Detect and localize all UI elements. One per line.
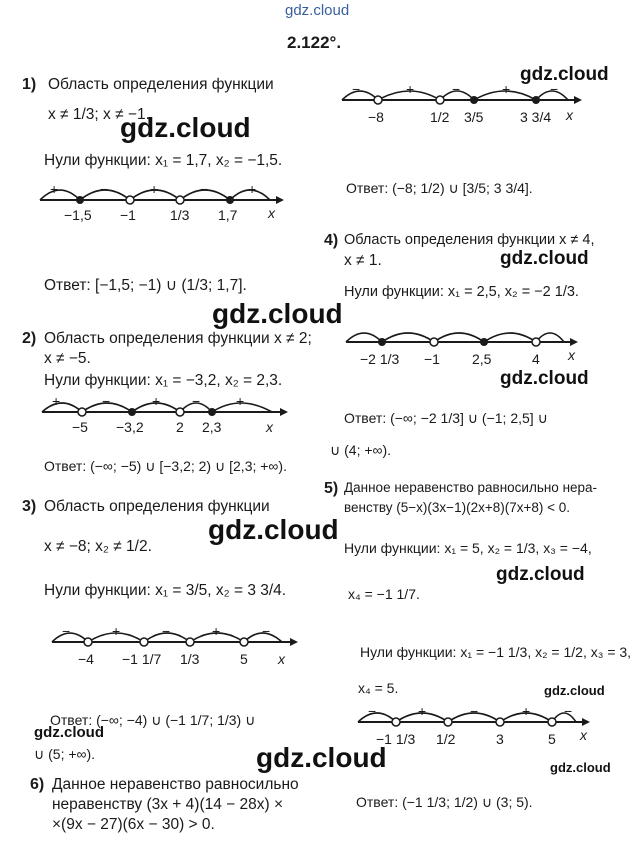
r1-sign-4: +	[502, 81, 511, 97]
p2-sign-4: −	[192, 393, 201, 409]
r1-tick-4: 3 3/4	[520, 109, 552, 125]
p1-answer: Ответ: [−1,5; −1) ∪ (1/3; 1,7].	[44, 277, 247, 294]
p5-line4: x₄ = −1 1/7.	[348, 586, 420, 602]
p1-line3: Нули функции: x₁ = 1,7, x₂ = −1,5.	[44, 152, 283, 169]
p2-tick-2: −3,2	[116, 419, 144, 435]
p2-x-label: x	[266, 419, 273, 435]
p2-number-line	[40, 388, 300, 448]
p2-tick-3: 2	[176, 419, 184, 435]
p1-number: 1)	[22, 76, 37, 93]
p5-sign-2: +	[418, 703, 427, 719]
p3-answer-line1: Ответ: (−∞; −4) ∪ (−1 1/7; 1/3) ∪	[50, 712, 256, 728]
p1-sign-4: −	[200, 181, 209, 197]
p5-tick-4: 5	[548, 731, 556, 747]
p2-line3: Нули функции: x₁ = −3,2, x₂ = 2,3.	[44, 372, 283, 389]
p2-tick-4: 2,3	[202, 419, 222, 435]
p3-sign-3: −	[162, 623, 171, 639]
r1-sign-1: −	[352, 81, 361, 97]
p3-sign-5: −	[262, 623, 271, 639]
p1-x-label: x	[268, 205, 275, 221]
r1-x-label: x	[566, 107, 573, 123]
p1-sign-3: +	[150, 181, 159, 197]
p3-sign-4: +	[212, 623, 221, 639]
p4-number: 4)	[324, 232, 339, 249]
p5-answer: Ответ: (−1 1/3; 1/2) ∪ (3; 5).	[356, 794, 533, 810]
watermark-2: gdz.cloud	[212, 298, 343, 329]
p1-tick-2: −1	[120, 207, 136, 223]
p2-sign-1: +	[52, 393, 61, 409]
p2-line2: x ≠ −5.	[44, 350, 91, 367]
p2-sign-5: +	[236, 393, 245, 409]
r1-tick-3: 3/5	[464, 109, 484, 125]
watermark-4: gdz.cloud	[256, 742, 387, 773]
p3-line3: Нули функции: x₁ = 3/5, x₂ = 3 3/4.	[44, 582, 287, 599]
r1-number-line	[340, 78, 590, 168]
r1-tick-1: −8	[368, 109, 384, 125]
p2-sign-2: −	[102, 393, 111, 409]
watermark-7: gdz.cloud	[500, 368, 589, 389]
r1-sign-2: +	[406, 81, 415, 97]
p5-line3: Нули функции: x₁ = 5, x₂ = 1/3, x₃ = −4,	[344, 540, 592, 556]
p4-tick-2: −1	[424, 351, 440, 367]
p4-tick-1: −2 1/3	[360, 351, 400, 367]
p1-tick-3: 1/3	[170, 207, 190, 223]
p5-tick-2: 1/2	[436, 731, 456, 747]
p1-line1: Область определения функции	[48, 76, 274, 93]
r1-answer: Ответ: (−8; 1/2) ∪ [3/5; 3 3/4].	[346, 180, 533, 196]
watermark-8: gdz.cloud	[496, 564, 585, 585]
p6-line2: неравенству (3x + 4)(14 − 28x) ×	[52, 796, 284, 813]
p2-number: 2)	[22, 330, 37, 347]
p1-tick-4: 1,7	[218, 207, 238, 223]
p5-sign-3: −	[470, 703, 479, 719]
p2-tick-1: −5	[72, 419, 88, 435]
p6-line3: ×(9x − 27)(6x − 30) > 0.	[52, 816, 215, 833]
p5-line5: Нули функции: x₁ = −1 1/3, x₂ = 1/2, x₃ = 3,	[360, 644, 632, 660]
header-site: gdz.cloud	[285, 2, 350, 19]
p5-tick-3: 3	[496, 731, 504, 747]
problem-number: 2.122°.	[287, 33, 342, 52]
p4-line1: Область определения функции x ≠ 4,	[344, 232, 595, 248]
watermark-11: gdz.cloud	[34, 724, 104, 741]
p5-number-line	[356, 700, 606, 760]
p5-line1: Данное неравенство равносильно нера-	[344, 480, 598, 495]
p4-tick-4: 4	[532, 351, 540, 367]
p3-sign-1: −	[62, 623, 71, 639]
watermark-10: gdz.cloud	[550, 760, 611, 775]
r1-sign-5: −	[550, 81, 559, 97]
p3-line2: x ≠ −8; x₂ ≠ 1/2.	[44, 538, 152, 555]
p3-answer-line2: ∪ (5; +∞).	[34, 746, 96, 762]
watermark-9: gdz.cloud	[544, 683, 605, 698]
p3-tick-3: 1/3	[180, 651, 200, 667]
p1-tick-1: −1,5	[64, 207, 92, 223]
p4-line3: Нули функции: x₁ = 2,5, x₂ = −2 1/3.	[344, 284, 579, 300]
p2-line1: Область определения функции x ≠ 2;	[44, 330, 312, 347]
p1-sign-5: +	[248, 181, 257, 197]
p2-sign-3: +	[152, 393, 161, 409]
p5-tick-1: −1 1/3	[376, 731, 416, 747]
p5-sign-5: −	[564, 703, 573, 719]
p6-number: 6)	[30, 776, 45, 793]
p3-tick-2: −1 1/7	[122, 651, 162, 667]
p5-sign-1: −	[368, 703, 377, 719]
p3-sign-2: +	[112, 623, 121, 639]
p1-number-line	[38, 170, 298, 260]
watermark-5: gdz.cloud	[520, 64, 609, 85]
p1-line2: x ≠ 1/3; x ≠ −1.	[48, 106, 150, 123]
p3-tick-4: 5	[240, 651, 248, 667]
p1-sign-2: −	[100, 181, 109, 197]
p1-sign-1: +	[50, 181, 59, 197]
p5-number: 5)	[324, 480, 339, 497]
watermark-6: gdz.cloud	[500, 248, 589, 269]
p3-tick-1: −4	[78, 651, 94, 667]
watermark-3: gdz.cloud	[208, 514, 339, 545]
p5-sign-4: +	[522, 703, 531, 719]
p4-answer-line2: ∪ (4; +∞).	[330, 442, 392, 458]
p4-x-label: x	[568, 347, 575, 363]
p2-answer: Ответ: (−∞; −5) ∪ [−3,2; 2) ∪ [2,3; +∞).	[44, 458, 287, 474]
r1-sign-3: −	[452, 81, 461, 97]
r1-tick-2: 1/2	[430, 109, 450, 125]
p5-line2: венству (5−x)(3x−1)(2x+8)(7x+8) < 0.	[344, 500, 570, 515]
p5-x-label: x	[580, 727, 587, 743]
p4-line2: x ≠ 1.	[344, 252, 382, 269]
p4-tick-3: 2,5	[472, 351, 492, 367]
p3-number: 3)	[22, 498, 37, 515]
p3-number-line	[50, 620, 310, 700]
p6-line1: Данное неравенство равносильно	[52, 776, 299, 793]
p3-line1: Область определения функции	[44, 498, 270, 515]
watermark-1: gdz.cloud	[120, 112, 251, 143]
p3-x-label: x	[278, 651, 285, 667]
p5-line6: x₄ = 5.	[358, 680, 399, 696]
p4-answer-line1: Ответ: (−∞; −2 1/3] ∪ (−1; 2,5] ∪	[344, 410, 548, 426]
